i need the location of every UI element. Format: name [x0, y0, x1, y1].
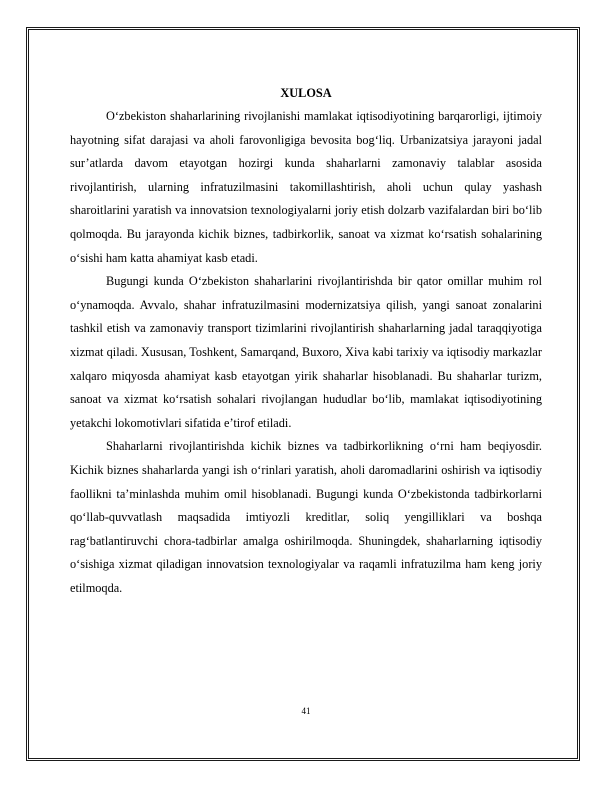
paragraph-1: O‘zbekiston shaharlarining rivojlanishi mamlakat iqtisodiyotining barqarorligi, ijtimoiy hayotning sifat darajasi va aholi farovonligiga bevosita bog‘liq. Urbanizatsiya jarayoni jadal sur’atlarda davom etayotgan hozirgi kunda shaharlarni zamonaviy talablar asosida rivojlantirish, ularning infratuzilmasini takomillashtirish, aholi uchun qulay yashash sharoitlarini yaratish va innovatsion texnologiyalarni joriy etish dolzarb vazifalardan biri bo‘lib qolmoqda. Bu jarayonda kichik biznes, tadbirkorlik, sanoat va xizmat ko‘rsatish sohalarining o‘sishi ham katta ahamiyat kasb etadi. — [70, 109, 542, 265]
document-body — [70, 82, 542, 600]
paragraph-3: Shaharlarni rivojlantirishda kichik biznes va tadbirkorlikning o‘rni ham beqiyosdir. Kichik biznes shaharlarda yangi ish o‘rinlari yaratish, aholi daromadlarini oshirish va iqtisodiy faollikni ta’minlashda muhim omil hisoblanadi. Bugungi kunda O‘zbekistonda tadbirkorlarni qo‘llab-quvvatlash maqsadida imtiyozli kreditlar, soliq yengilliklari va boshqa rag‘batlantiruvchi chora-tadbirlar amalga oshirilmoqda. Shuningdek, shaharlarning iqtisodiy o‘sishiga xizmat qiladigan innovatsion texnologiyalar va raqamli infratuzilma ham keng joriy etilmoqda. — [70, 439, 542, 595]
section-heading: XULOSA — [280, 86, 332, 100]
page-number: 41 — [301, 706, 311, 716]
paragraph-2: Bugungi kunda O‘zbekiston shaharlarini rivojlantirishda bir qator omillar muhim rol o‘ynamoqda. Avvalo, shahar infratuzilmasini modernizatsiya qilish, yangi sanoat zonalarini tashkil etish va zamonaviy transport tizimlarini rivojlantirish shaharlarning jadal taraqqiyotiga xizmat qiladi. Xususan, Toshkent, Samarqand, Buxoro, Xiva kabi tarixiy va iqtisodiy markazlar xalqaro miqyosda ahamiyat kasb etayotgan yirik shaharlar hisoblanadi. Bu shaharlar turizm, sanoat va xizmat ko‘rsatish sohalari rivojlangan hududlar bo‘lib, mamlakat iqtisodiyotining yetakchi lokomotivlari sifatida e’tirof etiladi. — [70, 274, 542, 430]
